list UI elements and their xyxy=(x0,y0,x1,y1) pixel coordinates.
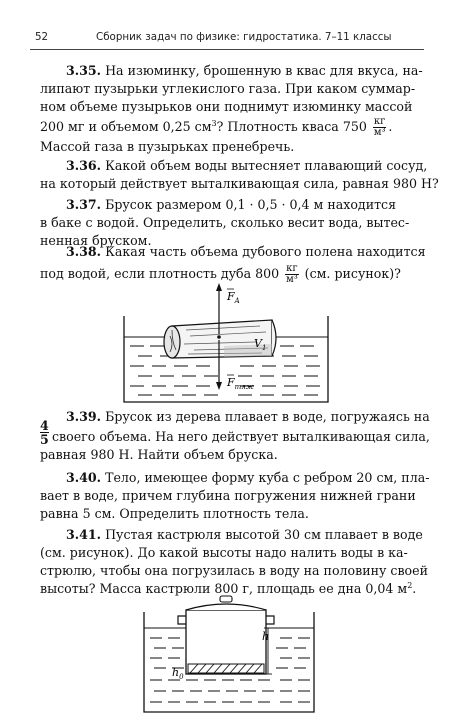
problem-text: . xyxy=(412,581,417,596)
header-rule xyxy=(30,49,424,50)
problem-3-39-line-1 xyxy=(66,409,430,425)
figure-floating-log xyxy=(120,282,332,406)
problem-3-35-line-1 xyxy=(66,63,423,79)
problem-text: Брусок из дерева плавает в воде, погружаясь на xyxy=(105,409,430,424)
problem-text: Пустая кастрюля высотой 30 см плавает в воде xyxy=(105,527,423,542)
fraction-numerator: 4 xyxy=(40,418,49,433)
problem-text: Какой объем воды вытесняет плавающий сосуд, xyxy=(105,158,428,173)
problem-text: липают пузырьки углекислого газа. При каком суммар- xyxy=(40,81,416,96)
problem-text: равная 980 Н. Найти объем бруска. xyxy=(40,447,278,462)
gravity-force-label: $F_{тяж}$ xyxy=(227,376,254,391)
problem-text: на который действует выталкивающая сила, равная 980 Н? xyxy=(40,176,439,191)
problem-number: 3.36. xyxy=(66,158,102,173)
problem-text: своего объема. На него действует выталкивающая сила, xyxy=(52,429,430,444)
problem-text: (см. рисунок)? xyxy=(304,266,401,281)
problem-text: высоты? Масса кастрюли 800 г, площадь ее дна 0,04 м xyxy=(40,581,408,596)
problem-text: . xyxy=(388,119,393,134)
unit-numerator: кг xyxy=(286,263,298,274)
problem-text: (см. рисунок). До какой высоты надо налить воды в ка- xyxy=(40,545,408,560)
problem-text: вает в воде, причем глубина погружения нижней грани xyxy=(40,488,416,503)
page-number: 52 xyxy=(35,31,49,43)
problem-text: Какая часть объема дубового полена находится xyxy=(105,244,426,259)
pot-depth-label: h xyxy=(262,630,270,643)
submerged-volume-label: $V_1$ xyxy=(254,337,267,352)
problem-number: 3.35. xyxy=(66,63,102,78)
problem-text: под водой, если плотность дуба 800 xyxy=(40,266,280,281)
problem-text: Тело, имеющее форму куба с ребром 20 см, пла- xyxy=(105,470,430,485)
problem-text: Брусок размером 0,1 · 0,5 · 0,4 м находится xyxy=(105,197,397,212)
problem-text: На изюминку, брошенную в квас для вкуса, на- xyxy=(105,63,423,78)
problem-3-41-line-1 xyxy=(66,527,423,543)
problem-text: в баке с водой. Определить, сколько весит вода, вытес- xyxy=(40,215,410,230)
problem-text: 200 мг и объемом 0,25 см xyxy=(40,119,212,134)
unit-numerator: кг xyxy=(373,116,386,127)
page-header xyxy=(30,31,424,47)
unit-denominator: м³ xyxy=(373,127,386,138)
figure-floating-pot xyxy=(140,594,318,716)
unit-denominator: м³ xyxy=(286,274,298,285)
problem-number: 3.40. xyxy=(66,470,102,485)
fraction-four-fifths xyxy=(40,419,49,446)
problem-text: Массой газа в пузырьках пренебречь. xyxy=(40,139,295,154)
problem-text: ненная бруском. xyxy=(40,233,152,248)
problem-number: 3.39. xyxy=(66,409,102,424)
problem-text: ном объеме пузырьков они поднимут изюминку массой xyxy=(40,99,413,114)
problem-number: 3.41. xyxy=(66,527,102,542)
problem-number: 3.38. xyxy=(66,244,102,259)
superscript: 3 xyxy=(211,118,217,128)
water-height-label: $h_0$ xyxy=(172,666,184,681)
fraction-denominator: 5 xyxy=(40,432,49,447)
running-title: Сборник задач по физике: гидростатика. 7–11 классы xyxy=(96,31,392,43)
superscript: 2 xyxy=(407,580,413,590)
pot-shape xyxy=(178,596,274,674)
problem-text: равна 5 см. Определить плотность тела. xyxy=(40,506,309,521)
problem-text: ? Плотность кваса 750 xyxy=(216,119,367,134)
buoyant-force-label: $F_A$ xyxy=(227,290,240,305)
problem-3-37-line-1 xyxy=(66,197,396,213)
problem-3-36-line-1 xyxy=(66,158,427,174)
problem-number: 3.37. xyxy=(66,197,102,212)
problem-text: стрюлю, чтобы она погрузилась в воду на половину своей xyxy=(40,563,428,578)
problem-3-35-line-4 xyxy=(40,117,392,138)
problem-3-38-line-1 xyxy=(66,244,426,260)
problem-3-40-line-1 xyxy=(66,470,429,486)
unit-fraction xyxy=(373,117,387,138)
